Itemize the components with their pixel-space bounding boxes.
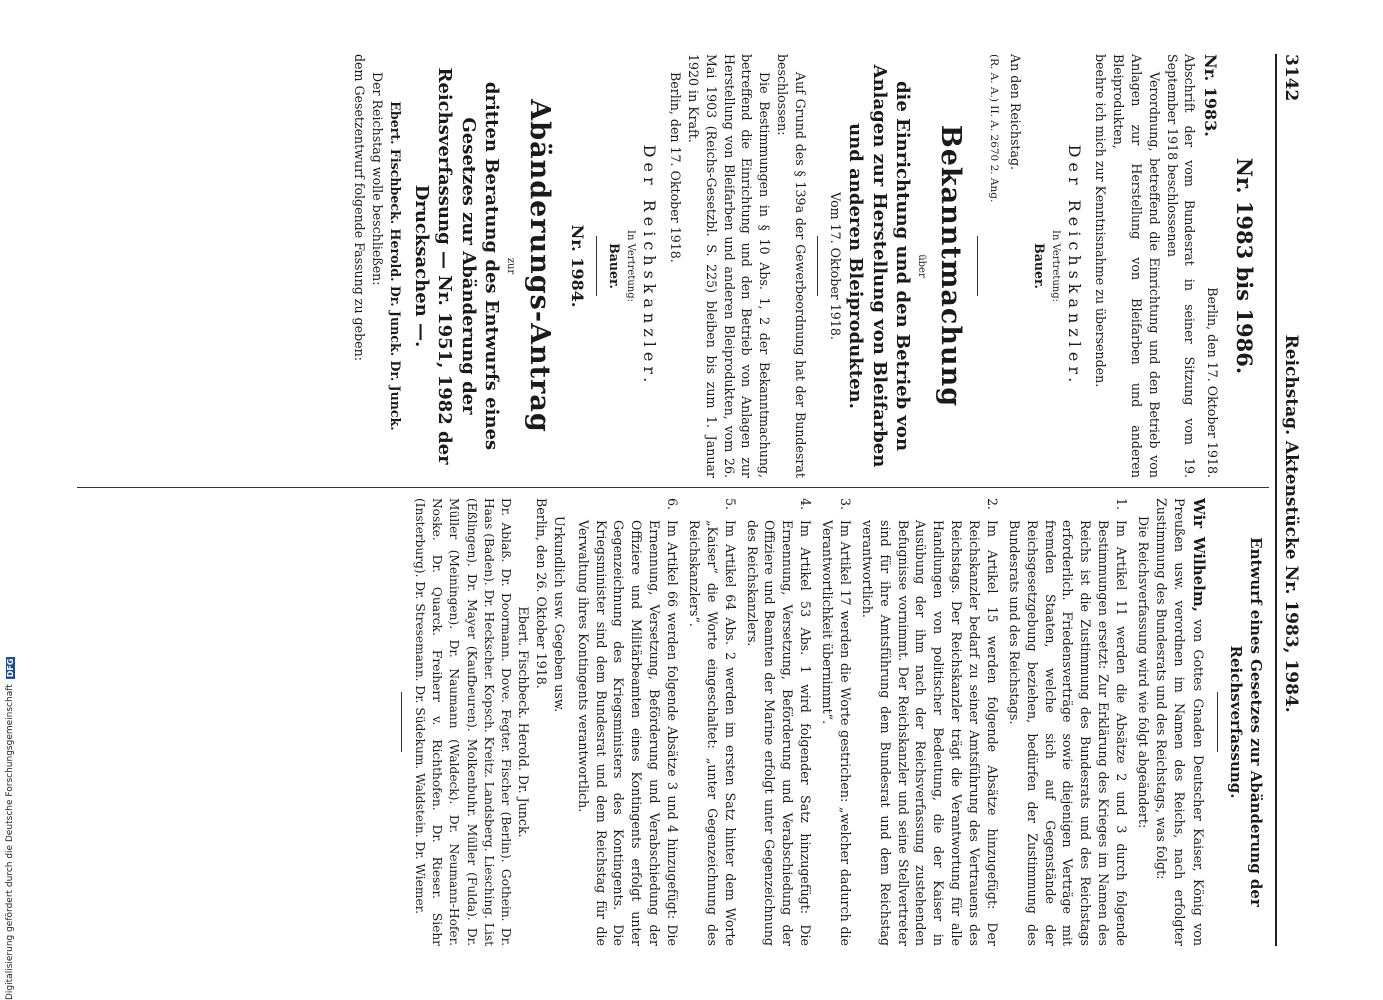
reference: (R. A. A.) II. A. 2670 2. Ang. — [987, 54, 1000, 203]
bekanntmachung-para2: Die Bestimmungen in § 10 Abs. 1, 2 der Bekanntmachung, betreffend die Einrichtung und den Betrieb von Anlagen zur Herstellung von Bleifarben und anderen Bleiprodukten, vom 26. Mai 1903 (Reichs-Gesetzbl. S. 225) bleiben bis zum 1. Januar 1920 in Kraft. — [685, 54, 772, 478]
item-text: Im Artikel 17 werden die Worte gestrichen: „welcher dadurch die Verantwortlichkeit übernimmt“. — [819, 520, 853, 946]
running-head-title: Reichstag. Aktenstücke Nr. 1983, 1984. — [1280, 334, 1301, 713]
list-item — [857, 498, 1000, 946]
list-item — [818, 498, 854, 946]
signature-name: Bauer. — [606, 243, 622, 289]
item-text: Im Artikel 64 Abs. 2 werden im ersten Satz hinter dem Worte „Kaiser“ die Worte eingeschaltet: „unter Gegenzeichnung des Reichskanzlers“. — [686, 520, 738, 946]
divider — [976, 236, 977, 296]
bekanntmachung-place-date: Berlin, den 17. Oktober 1918. — [667, 72, 683, 263]
nr1984-signers: Ebert. Fischbeck. Herold. Dr. Junck. Dr. Junck. — [387, 101, 403, 431]
preamble: von Gottes Gnaden Deutscher Kaiser, König von Preußen usw. verordnen im Namen des Reichs, nach erfolgter Zustimmung des Bundesrats und des Reichstags, was folgt: — [1153, 498, 1206, 946]
addressee: An den Reichstag. — [1007, 54, 1023, 171]
closing: Urkundlich usw. Gegeben usw. — [551, 516, 567, 713]
signature-sub: In Vertretung: — [1050, 230, 1061, 302]
nr1983-signature — [1030, 54, 1085, 478]
nr1983-text2: Verordnung, betreffend die Einrichtung und den Betrieb von Anlagen zur Herstellung von Bleifarben und anderen Bleiprodukten, — [1110, 54, 1162, 478]
draft-title: Entwurf eines Gesetzes zur Abänderung der Reichsverfassung. — [1227, 537, 1265, 907]
bekanntmachung-title: Bekanntmachung — [934, 124, 966, 408]
nr1983-text3: beehre ich mich zur Kenntnisnahme zu übersenden. — [1092, 54, 1108, 388]
divider — [1217, 692, 1218, 752]
header-rule — [1275, 54, 1277, 946]
divider — [401, 692, 402, 752]
list-item — [1004, 498, 1129, 946]
list-item — [742, 498, 814, 946]
nr1984-request2: dem Gesetzentwurf folgende Fassung zu geben: — [351, 54, 367, 361]
bekanntmachung-date: Vom 17. Oktober 1918. — [827, 192, 843, 340]
intro: Die Reichsverfassung wird wie folgt abgeändert: — [1135, 516, 1151, 829]
nr1983-number: Nr. 1983. — [1200, 54, 1220, 137]
signature-name: Bauer. — [1031, 243, 1047, 289]
footer-text: Digitalisierung gefördert durch die Deutsche Forschungsgemeinschaft — [5, 684, 15, 1000]
nr1984-title: Abänderungs-Antrag — [523, 99, 555, 433]
page-number: 3142 — [1280, 54, 1301, 102]
bekanntmachung-signature — [605, 54, 660, 478]
preamble-name: Wir Wilhelm, — [1189, 498, 1208, 612]
signer-names — [410, 498, 514, 946]
bekanntmachung-para1: Auf Grund des § 139a der Gewerbeordnung hat der Bundesrat beschlossen: — [774, 54, 808, 478]
divider — [817, 236, 818, 296]
bekanntmachung-subject: die Einrichtung und den Betrieb von Anlagen zur Herstellung von Bleifarben und anderen Bleiprodukten. — [844, 64, 913, 468]
nr1983-place-date: Berlin, den 17. Oktober 1918. — [1204, 287, 1220, 478]
item-text: Im Artikel 53 Abs. 1 wird folgender Satz hinzugefügt: Die Ernennung, Versetzung, Beförderung und Verabschiedung der Offiziere und Beamten der Marine erfolgt unter Gegenzeichnung des Reichskanzlers. — [744, 520, 813, 946]
item-text: Im Artikel 15 werden folgende Absätze hinzugefügt: Der Reichskanzler bedarf zu seiner Amtsführung des Vertrauens des Reichstags. Der Reichskanzler trägt die Verantwortung für alle Handlungen von politischer Bedeutung, die der Kaiser in Ausübung der ihm nach der Reichsverfassung zustehenden Befugnisse vornimmt. Der Reichskanzler und seine Stellvertreter sind für ihre Amtsführung dem Bundesrat und dem Reichstag verantwortlich. — [859, 520, 1000, 946]
nr1984-request: Der Reichstag wolle beschließen: — [369, 72, 385, 286]
item-number: 6. — [664, 498, 680, 511]
item-text: Im Artikel 66 werden folgende Absätze 3 und 4 hinzugefügt: Die Ernennung, Versetzung, Beförderung und Verabschiedung der Offiziere und Militärbeamten eines Kontingents erfolgt unter Gegenzeichnung des Kriegsministers des Kontingents. Die Kriegsminister sind dem Bundesrat und dem Reichstag für die Verwaltung ihres Kontingents verantwortlich. — [575, 520, 680, 946]
signature-sub: In Vertretung: — [624, 230, 636, 302]
list-item — [685, 498, 739, 946]
names-text: Dr. Ablaß. Dr. Doormann. Dove. Fegter. Fischer (Berlin). Gothein. Dr. Haas (Baden). Dr. Heckscher. Kopsch. Kreitz. Landsberg. Liesching. List (Eßlingen). Dr. Mayer (Kaufbeuren). Molkenbuhr. Müller (Fulda). Dr. Müller (Meiningen). Dr. Naumann (Waldeck). Dr. Neumann-Hofer. Noske. Dr. Quarck. Freiherr v. Richthofen. Dr. Rieser. Siehr (Insterburg). Dr. Stresemann. Dr. Südekum. Waldstein. Dr. Wiemer. — [412, 498, 513, 946]
digitization-footer — [4, 6, 16, 1000]
list-item — [573, 498, 680, 946]
running-head — [1281, 54, 1311, 946]
right-place-date: Berlin, den 26. Oktober 1918. — [533, 498, 549, 689]
item-number: 4. — [797, 498, 813, 511]
nr1984-number: Nr. 1984. — [567, 224, 587, 308]
divider — [596, 236, 597, 296]
nr1983-line — [1198, 54, 1221, 478]
item-text: Im Artikel 11 werden die Absätze 2 und 3 durch folgende Bestimmungen ersetzt: Zur Erklärung des Krieges im Namen des Reichs ist die Zustimmung des Bundesrats und des Reichstags erforderlich. Friedensverträge sowie diejenigen Verträge mit fremden Staaten, welche sich auf Gegenstände der Reichsgesetzgebung beziehen, bedürfen der Zustimmung des Bundesrats und des Reichstags. — [1006, 520, 1129, 946]
document-page — [67, 40, 1317, 960]
right-column — [73, 498, 1269, 946]
dfg-logo: DFG — [5, 658, 15, 678]
item-number: 2. — [984, 498, 1000, 511]
signature-title: Der Reichskanzler. — [639, 144, 659, 388]
item-number: 5. — [722, 498, 738, 511]
item-number: 1. — [1113, 498, 1129, 511]
item-number: 3. — [837, 498, 853, 511]
signature-title: Der Reichskanzler. — [1064, 144, 1084, 388]
section-heading: Nr. 1983 bis 1986. — [1231, 157, 1257, 375]
signers-main: Ebert. Fischbeck. Herold. Dr. Junck. — [515, 606, 531, 838]
nr1984-subject: dritten Beratung des Entwurfs eines Gesetzes zur Abänderung der Reichsverfassung — Nr. 1951, 1982 der Drucksachen —. — [410, 67, 502, 465]
nr1983-text1: Abschrift der vom Bundesrat in seiner Sitzung vom 19. September 1918 beschlossenen — [1164, 54, 1197, 478]
column-divider — [77, 487, 1269, 488]
left-column — [73, 54, 1269, 478]
nr1984-zur: zur — [504, 257, 516, 275]
bekanntmachung-ueber: über — [915, 254, 927, 278]
